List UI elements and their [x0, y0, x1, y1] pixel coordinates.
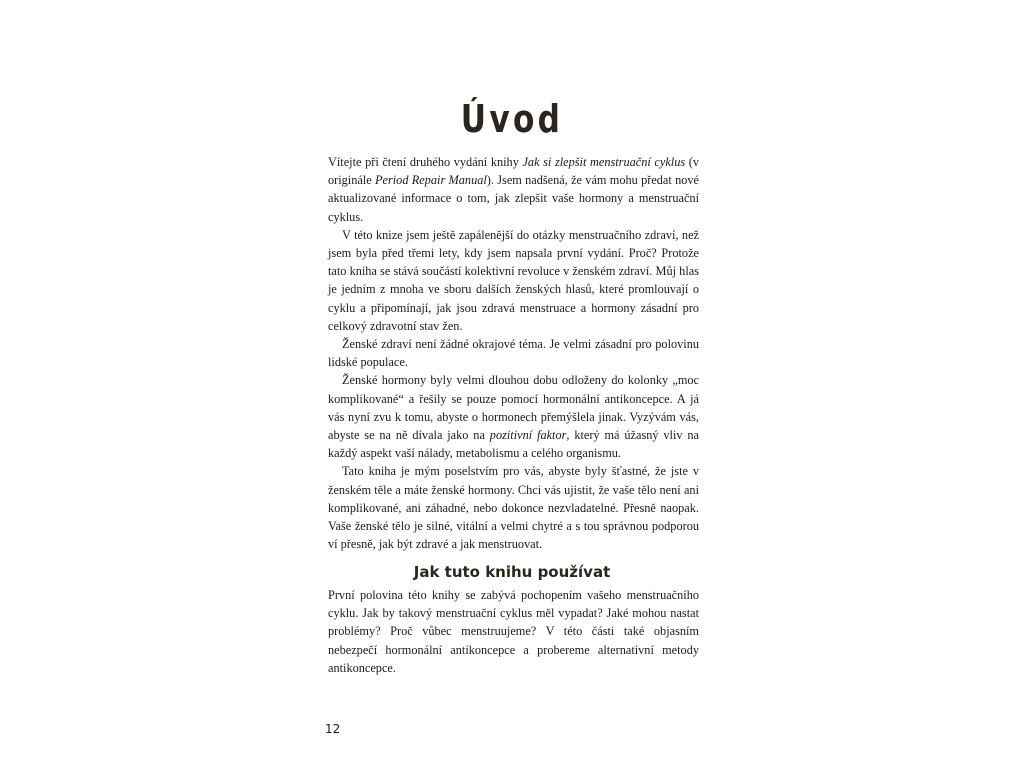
emphasis-italic: pozitivní faktor: [489, 428, 567, 443]
book-title-italic: Jak si zlepšit menstruační cyklus: [522, 155, 686, 169]
original-title-italic: Period Repair Manual: [375, 173, 487, 188]
text-span: Vítejte při čtení druhého vydání knihy: [328, 155, 523, 169]
text-span: (v originále: [328, 155, 699, 188]
intro-text: [328, 153, 699, 553]
text-span: , který má úžasný vliv na každý aspekt vaší nálady, metabolismu a celého organismu.: [328, 428, 700, 461]
intro-paragraph-2: V této knize jsem ještě zapálenější do otázky menstruačního zdraví, než jsem byla před třemi lety, kdy jsem napsala první vydání. Proč? Protože tato kniha se stává součástí kolektivní revoluce v ženském zdraví. Můj hlas je jedním z mnoha ve sboru dalších ženských hlasů, které promlouvají o cyklu a připomínají, jak jsou zdravá menstruace a hormony zásadní pro celkový zdravotní stav žen.: [328, 227, 699, 333]
intro-paragraph-5: Tato kniha je mým poselstvím pro vás, abyste byly šťastné, že jste v ženském těle a máte ženské hormony. Chci vás ujistit, že vaše tělo není ani komplikované, ani záhadné, nebo dokonce nezvladatelné. Přesně naopak. Vaše ženské tělo je silné, vitální a velmi chytré a s tou správnou podporou ví přesně, jak být zdravé a jak menstruovat.: [328, 464, 699, 552]
text-span: Ženské hormony byly velmi dlouhou dobu odloženy do kolonky „moc komplikované“ a řešily se pouze pomocí hormonální antikoncepce. A já vás nyní zvu k tomu, abyste o hormonech přemýšlela jinak. Vyzývám vás, abyste se na ně dívala jako na: [328, 373, 699, 443]
intro-paragraph-4: [328, 371, 699, 462]
section-heading: Jak tuto knihu používat: [413, 563, 611, 582]
text-span: ). Jsem nadšená, že vám mohu předat nové aktualizované informace o tom, jak zlepšit vaše hormony a menstruační cyklus.: [328, 173, 699, 224]
page-number: 12: [325, 722, 341, 736]
chapter-title: Úvod: [460, 97, 564, 142]
section-paragraph-1: První polovina této knihy se zabývá pochopením vašeho menstruačního cyklu. Jak by takový menstruační cyklus měl vypadat? Jaké mohou nastat problémy? Proč vůbec menstruujeme? V této části také objasním nebezpečí hormonální antikoncepce a probereme alternativní metody antikoncepce.: [328, 588, 699, 675]
intro-paragraph-1: [328, 153, 699, 226]
section-text: [328, 586, 699, 677]
intro-paragraph-3: Ženské zdraví není žádné okrajové téma. Je velmi zásadní pro polovinu lidské populace.: [328, 337, 699, 370]
